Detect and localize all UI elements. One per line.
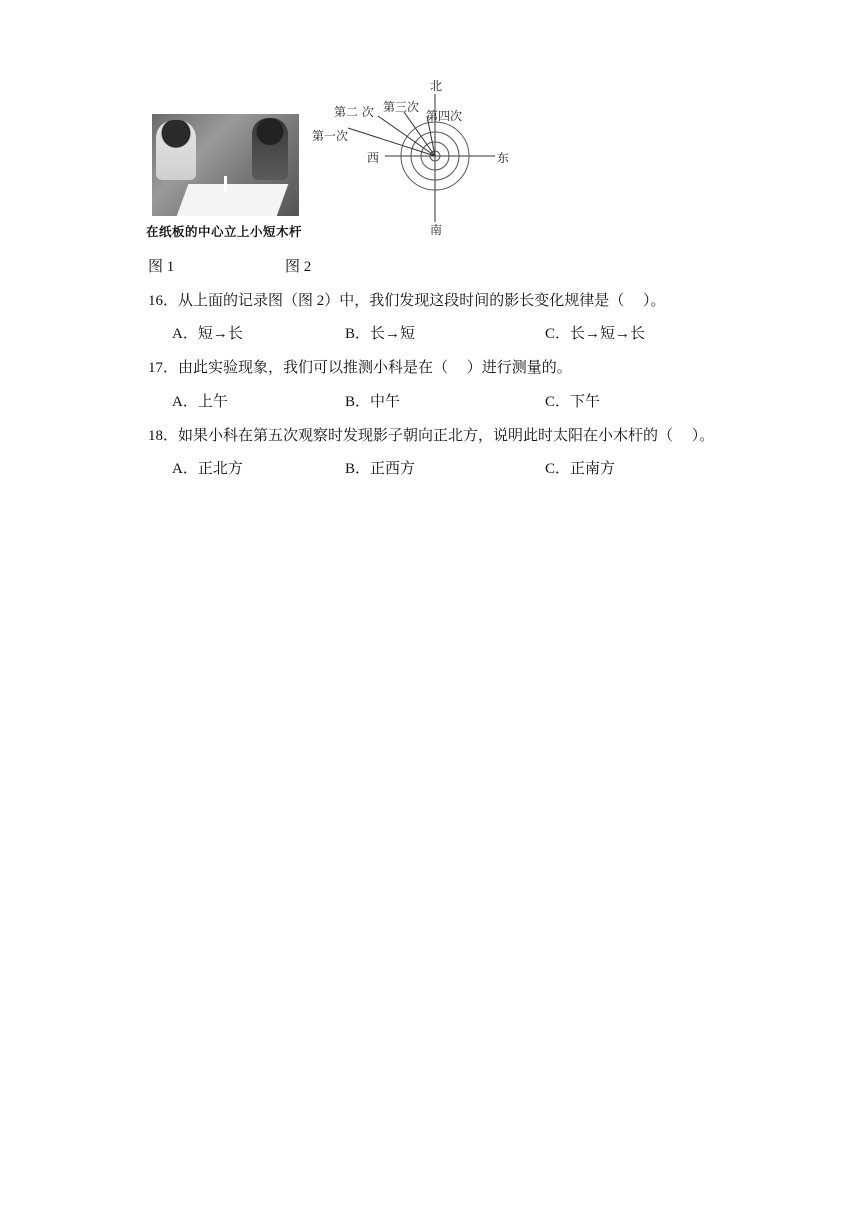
label-south: 南 [430, 223, 443, 237]
q17-option-c[interactable]: C．下午 [545, 394, 601, 410]
q16-option-b[interactable]: B．长→短 [345, 326, 416, 342]
label-west: 西 [367, 151, 380, 165]
wooden-stick [224, 176, 227, 192]
label-observation-4: 第四次 [426, 109, 463, 123]
cardboard [176, 184, 289, 216]
q16-option-a[interactable]: A．短→长 [172, 326, 243, 342]
question-16: 16．从上面的记录图（图 2）中，我们发现这段时间的影长变化规律是（ ）。 [148, 293, 666, 309]
q17-option-b[interactable]: B．中午 [345, 394, 401, 410]
q18-option-c[interactable]: C．正南方 [545, 461, 616, 477]
q18-option-a[interactable]: A．正北方 [172, 461, 243, 477]
question-18: 18．如果小科在第五次观察时发现影子朝向正北方，说明此时太阳在小木杆的（ ）。 [148, 428, 715, 444]
figure-1-label: 图 1 [148, 259, 175, 275]
experiment-photo [152, 114, 299, 216]
label-observation-3: 第三次 [383, 100, 420, 114]
figure-2-label: 图 2 [285, 259, 312, 275]
q16-option-c[interactable]: C．长→短→长 [545, 326, 646, 342]
label-observation-2: 第二 次 [334, 105, 374, 119]
shadow-diagram [300, 72, 530, 242]
label-observation-1: 第一次 [312, 129, 349, 143]
q17-option-a[interactable]: A．上午 [172, 394, 228, 410]
question-17: 17．由此实验现象，我们可以推测小科是在（ ）进行测量的。 [148, 360, 572, 376]
q18-option-b[interactable]: B．正西方 [345, 461, 416, 477]
label-north: 北 [430, 79, 443, 93]
child-figure-left [156, 120, 196, 180]
photo-caption: 在纸板的中心立上小短木杆 [146, 224, 303, 239]
shadow-line-1 [348, 128, 435, 156]
label-east: 东 [497, 151, 510, 165]
child-figure-right [252, 118, 288, 180]
